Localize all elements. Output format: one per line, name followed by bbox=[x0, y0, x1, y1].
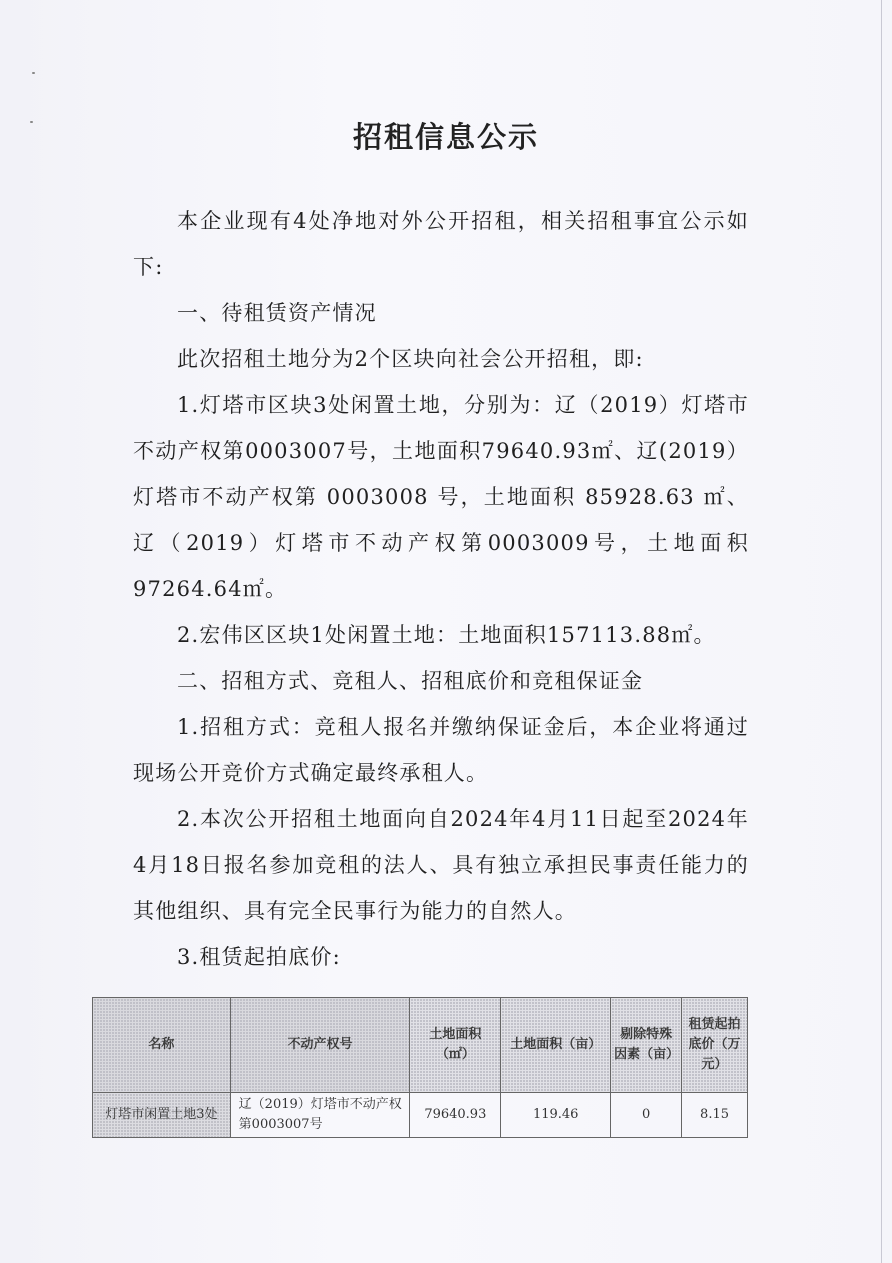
header-area-m2: 土地面积（㎡） bbox=[410, 998, 501, 1093]
section-2-paragraph-3: 3.租赁起拍底价: bbox=[177, 945, 341, 969]
section-2-paragraph-2: 2.本次公开招租土地面向自2024年4月11日起至2024年4月18日报名参加竞租的法人、具有独立承担民事责任能力的其他组织、具有完全民事行为能力的自然人。 bbox=[133, 807, 749, 923]
section-2-paragraph-1: 1.招租方式：竞租人报名并缴纳保证金后，本企业将通过现场公开竞价方式确定最终承租人。 bbox=[133, 715, 749, 785]
cell-price: 8.15 bbox=[682, 1093, 748, 1138]
cell-excluded: 0 bbox=[611, 1093, 682, 1138]
cell-area-m2: 79640.93 bbox=[410, 1093, 501, 1138]
section-1-paragraph-1: 此次招租土地分为2个区块向社会公开招租，即: bbox=[177, 347, 644, 371]
header-price: 租赁起拍底价（万元） bbox=[682, 998, 748, 1093]
section-1-paragraph-3: 2.宏伟区区块1处闲置土地：土地面积157113.88㎡。 bbox=[177, 623, 716, 647]
intro-paragraph: 本企业现有4处净地对外公开招租，相关招租事宜公示如下: bbox=[133, 209, 749, 279]
scan-edge-line bbox=[881, 0, 882, 1263]
scan-speck bbox=[32, 72, 35, 74]
cell-name: 灯塔市闲置土地3处 bbox=[93, 1093, 231, 1138]
header-excluded: 剔除特殊因素（亩） bbox=[611, 998, 682, 1093]
header-name: 名称 bbox=[93, 998, 231, 1093]
header-area-mu: 土地面积（亩） bbox=[501, 998, 611, 1093]
section-2-heading: 二、招租方式、竞租人、招租底价和竞租保证金 bbox=[177, 669, 644, 693]
header-cert: 不动产权号 bbox=[230, 998, 410, 1093]
cell-area-mu: 119.46 bbox=[501, 1093, 611, 1138]
section-1-paragraph-2: 1.灯塔市区块3处闲置土地，分别为：辽（2019）灯塔市不动产权第0003007号，土地面积79640.93㎡、辽(2019）灯塔市不动产权第 0003008 号，土地面积 85928.63 ㎡、辽（2019）灯塔市不动产权第0003009号，土地面积97264.64㎡。 bbox=[133, 393, 749, 601]
document-body bbox=[133, 198, 749, 980]
section-1-heading: 一、待租赁资产情况 bbox=[177, 301, 377, 325]
price-table bbox=[92, 997, 748, 1138]
table-header-row bbox=[93, 998, 748, 1093]
cell-cert: 辽（2019）灯塔市不动产权第0003007号 bbox=[230, 1093, 410, 1138]
page-title: 招租信息公示 bbox=[352, 120, 539, 154]
table-row bbox=[93, 1093, 748, 1138]
